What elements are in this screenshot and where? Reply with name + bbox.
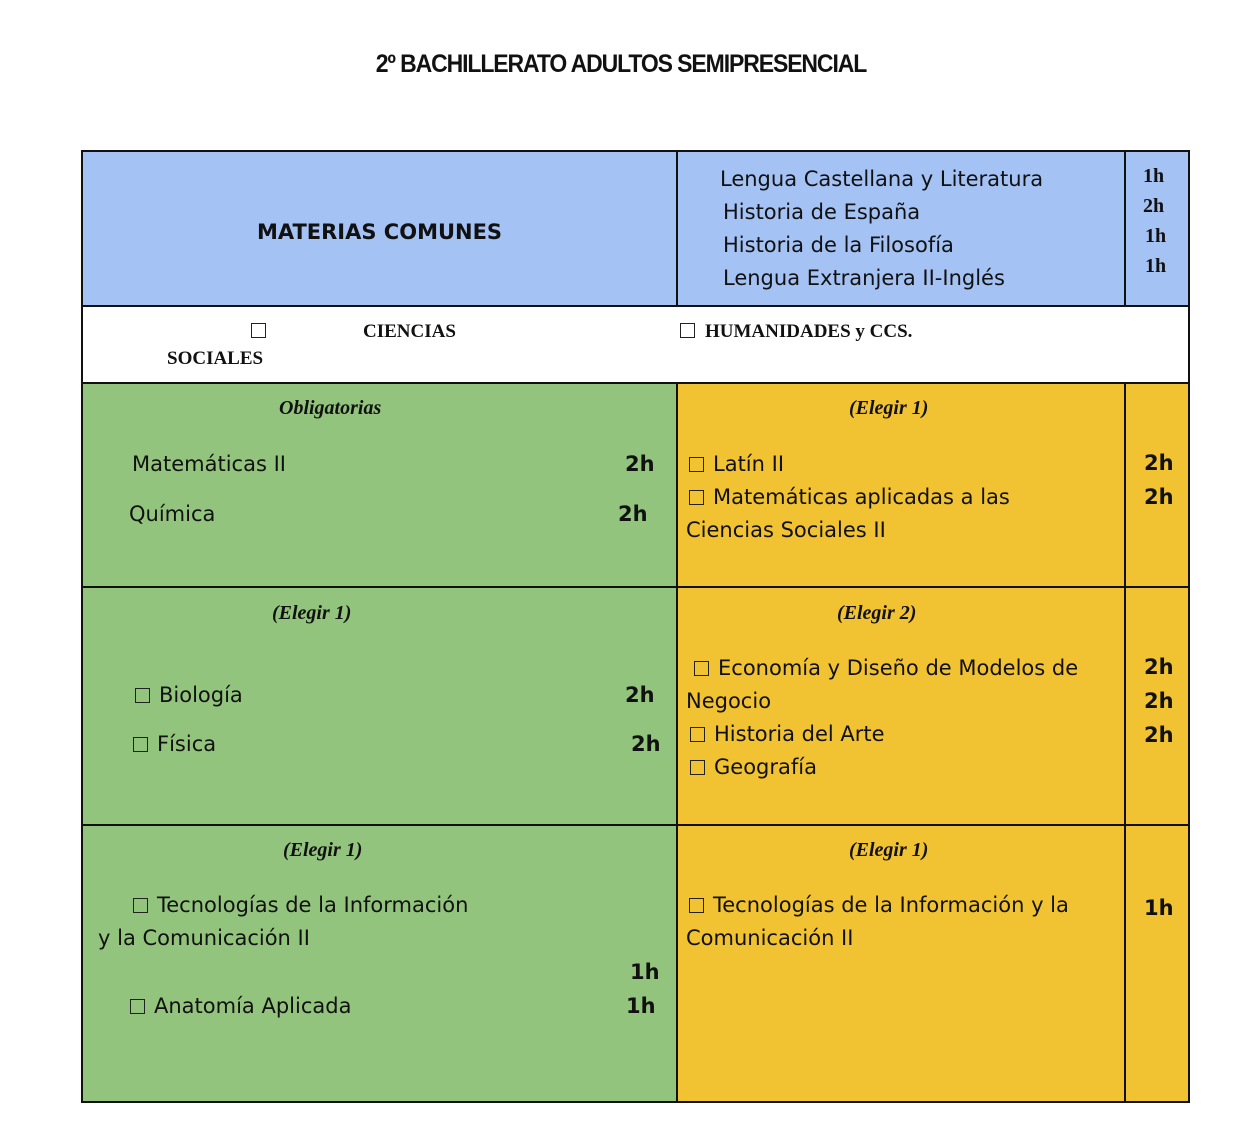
- option-label-cont: Negocio: [686, 689, 772, 713]
- table-border-right: [1188, 150, 1190, 1103]
- checkbox[interactable]: [133, 898, 148, 913]
- checkbox[interactable]: [690, 727, 705, 742]
- common-subject: Historia de España: [723, 200, 921, 224]
- block2-left-heading: (Elegir 1): [272, 602, 352, 624]
- option-label: Anatomía Aplicada: [154, 994, 352, 1018]
- option-hours: 1h: [626, 994, 656, 1018]
- table-border-top: [81, 150, 1190, 152]
- block1-left-heading: Obligatorias: [279, 397, 382, 419]
- option-label: Física: [157, 732, 217, 756]
- checkbox[interactable]: [130, 999, 145, 1014]
- option-tic-left[interactable]: [133, 893, 468, 917]
- option-anatomia[interactable]: [130, 994, 351, 1018]
- common-hours: 2h: [1143, 195, 1165, 217]
- common-hours: 1h: [1143, 165, 1165, 187]
- checkbox[interactable]: [689, 457, 704, 472]
- option-hours: 1h: [1144, 896, 1174, 920]
- option-label: Tecnologías de la Información: [157, 893, 469, 917]
- option-label-cont: y la Comunicación II: [98, 926, 310, 950]
- option-hours: 2h: [631, 732, 661, 756]
- option-hours: 2h: [1144, 689, 1174, 713]
- checkbox[interactable]: [690, 760, 705, 775]
- row-divider: [81, 824, 1190, 826]
- common-label: MATERIAS COMUNES: [256, 220, 503, 244]
- track-ciencias: CIENCIAS: [363, 321, 456, 342]
- common-hours: 1h: [1145, 255, 1167, 277]
- option-mat-ccss[interactable]: [689, 485, 1010, 509]
- row-divider: [81, 586, 1190, 588]
- row-divider: [81, 305, 1190, 307]
- option-fisica[interactable]: [133, 732, 216, 756]
- checkbox[interactable]: [694, 661, 709, 676]
- option-economia[interactable]: [694, 656, 1078, 680]
- table-border-left: [81, 150, 83, 1103]
- checkbox[interactable]: [135, 688, 150, 703]
- option-label: Economía y Diseño de Modelos de: [718, 656, 1079, 680]
- track-sociales: SOCIALES: [167, 348, 264, 369]
- col-divider: [1124, 382, 1126, 1103]
- block1-right-heading: (Elegir 1): [849, 397, 929, 419]
- option-geografia[interactable]: [690, 755, 817, 779]
- subject-name: Química: [129, 502, 216, 526]
- track-humanidades: HUMANIDADES y CCS.: [705, 321, 913, 342]
- option-latin[interactable]: [689, 452, 784, 476]
- table-border-bottom: [81, 1101, 1190, 1103]
- option-tic-right[interactable]: [689, 893, 1069, 917]
- col-divider: [676, 382, 678, 1103]
- option-label: Matemáticas aplicadas a las: [713, 485, 1010, 509]
- option-historia-arte[interactable]: [690, 722, 885, 746]
- option-label: Tecnologías de la Información y la: [713, 893, 1069, 917]
- block2-right-heading: (Elegir 2): [837, 602, 917, 624]
- subject-hours: 2h: [618, 502, 648, 526]
- checkbox[interactable]: [689, 898, 704, 913]
- option-label: Biología: [159, 683, 243, 707]
- option-hours: 2h: [1144, 451, 1174, 475]
- checkbox[interactable]: [689, 490, 704, 505]
- option-biologia[interactable]: [135, 683, 243, 707]
- checkbox[interactable]: [133, 737, 148, 752]
- option-label-cont: Comunicación II: [686, 926, 854, 950]
- row-divider: [81, 382, 1190, 384]
- col-divider: [1124, 150, 1126, 307]
- block3-left-heading: (Elegir 1): [283, 839, 363, 861]
- option-hours: 2h: [1144, 655, 1174, 679]
- option-label-cont: Ciencias Sociales II: [686, 518, 886, 542]
- common-subject: Lengua Extranjera II-Inglés: [723, 266, 1005, 290]
- option-hours: 1h: [630, 960, 660, 984]
- option-hours: 2h: [625, 683, 655, 707]
- option-hours: 2h: [1144, 485, 1174, 509]
- page-title: 2º BACHILLERATO ADULTOS SEMIPRESENCIAL: [375, 50, 867, 78]
- common-hours: 1h: [1145, 225, 1167, 247]
- subject-hours: 2h: [625, 452, 655, 476]
- option-label: Historia del Arte: [714, 722, 885, 746]
- option-label: Latín II: [713, 452, 785, 476]
- block3-right-heading: (Elegir 1): [849, 839, 929, 861]
- tracks-row: [82, 306, 1189, 383]
- ciencias-checkbox[interactable]: [251, 323, 266, 338]
- subject-name: Matemáticas II: [132, 452, 286, 476]
- humanidades-checkbox[interactable]: [680, 323, 695, 338]
- common-subject: Historia de la Filosofía: [723, 233, 954, 257]
- option-label: Geografía: [714, 755, 817, 779]
- option-hours: 2h: [1144, 723, 1174, 747]
- common-subject: Lengua Castellana y Literatura: [720, 167, 1044, 191]
